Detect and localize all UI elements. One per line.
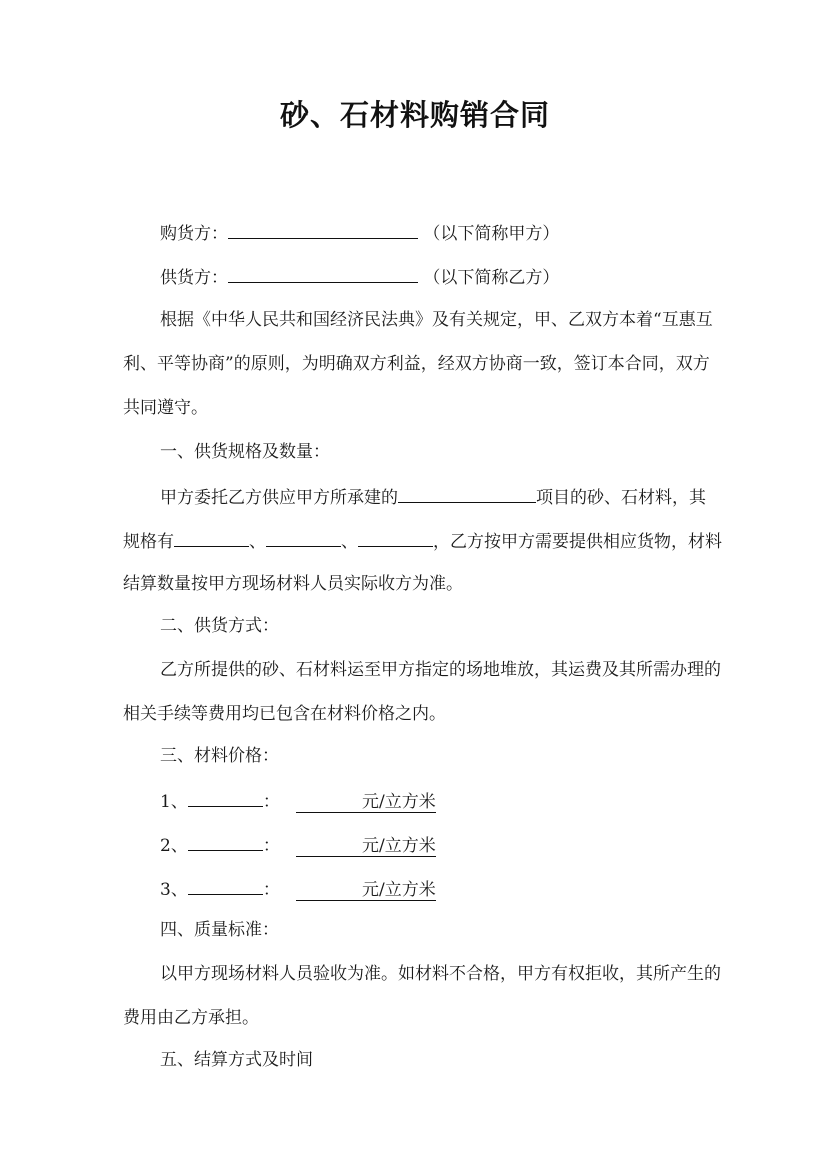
- price-unit[interactable]: 元/立方米: [296, 880, 436, 901]
- section-1-text-c: ，乙方按甲方需要提供相应货物，材料: [433, 532, 722, 552]
- buyer-label: 购货方：: [160, 224, 228, 244]
- spec-label: 规格有: [123, 532, 174, 552]
- spec-separator: 、: [341, 532, 358, 552]
- seller-label: 供货方：: [160, 268, 228, 288]
- spec-blank-1[interactable]: [174, 528, 249, 547]
- seller-note: （以下简称乙方）: [423, 268, 560, 288]
- price-row: [160, 832, 436, 858]
- buyer-note: （以下简称甲方）: [423, 224, 560, 244]
- section-5-heading: 五、结算方式及时间: [160, 1050, 313, 1070]
- seller-name-blank[interactable]: [228, 264, 418, 283]
- section-4-heading: 四、质量标准：: [160, 920, 279, 940]
- intro-line-2: 利、平等协商”的原则，为明确双方利益，经双方协商一致，签订本合同，双方: [123, 354, 710, 374]
- spec-blank-2[interactable]: [266, 528, 341, 547]
- section-4-line-1: 以甲方现场材料人员验收为准。如材料不合格，甲方有权拒收，其所产生的: [160, 964, 721, 984]
- section-1-text-b: 项目的砂、石材料，其: [536, 488, 706, 508]
- price-number: 3、: [160, 880, 188, 900]
- buyer-name-blank[interactable]: [228, 220, 418, 239]
- price-unit[interactable]: 元/立方米: [296, 792, 436, 813]
- intro-line-3: 共同遵守。: [123, 398, 208, 418]
- section-4-line-2: 费用由乙方承担。: [123, 1008, 259, 1028]
- price-colon: ：: [262, 792, 280, 812]
- price-row: [160, 788, 436, 814]
- spec-blank-3[interactable]: [358, 528, 433, 547]
- price-number: 1、: [160, 792, 188, 812]
- section-2-heading: 二、供货方式：: [160, 616, 279, 636]
- material-name-blank[interactable]: [188, 788, 263, 807]
- price-row: [160, 876, 436, 902]
- section-1-line-3: 结算数量按甲方现场材料人员实际收方为准。: [123, 574, 463, 594]
- price-number: 2、: [160, 836, 188, 856]
- spec-separator: 、: [249, 532, 266, 552]
- section-1-line-1: [160, 484, 706, 510]
- section-1-heading: 一、供货规格及数量：: [160, 442, 330, 462]
- seller-line: [160, 264, 559, 290]
- section-2-line-2: 相关手续等费用均已包含在材料价格之内。: [123, 704, 446, 724]
- price-colon: ：: [262, 836, 280, 856]
- material-name-blank[interactable]: [188, 832, 263, 851]
- project-name-blank[interactable]: [398, 484, 536, 503]
- buyer-line: [160, 220, 559, 246]
- section-1-line-2: [123, 528, 722, 554]
- price-unit[interactable]: 元/立方米: [296, 836, 436, 857]
- document-title: 砂、石材料购销合同: [279, 98, 550, 132]
- price-colon: ：: [262, 880, 280, 900]
- section-2-line-1: 乙方所提供的砂、石材料运至甲方指定的场地堆放，其运费及其所需办理的: [160, 660, 721, 680]
- intro-line-1: 根据《中华人民共和国经济民法典》及有关规定，甲、乙双方本着“互惠互: [160, 310, 713, 330]
- section-1-text-a: 甲方委托乙方供应甲方所承建的: [160, 488, 398, 508]
- section-3-heading: 三、材料价格：: [160, 746, 279, 766]
- material-name-blank[interactable]: [188, 876, 263, 895]
